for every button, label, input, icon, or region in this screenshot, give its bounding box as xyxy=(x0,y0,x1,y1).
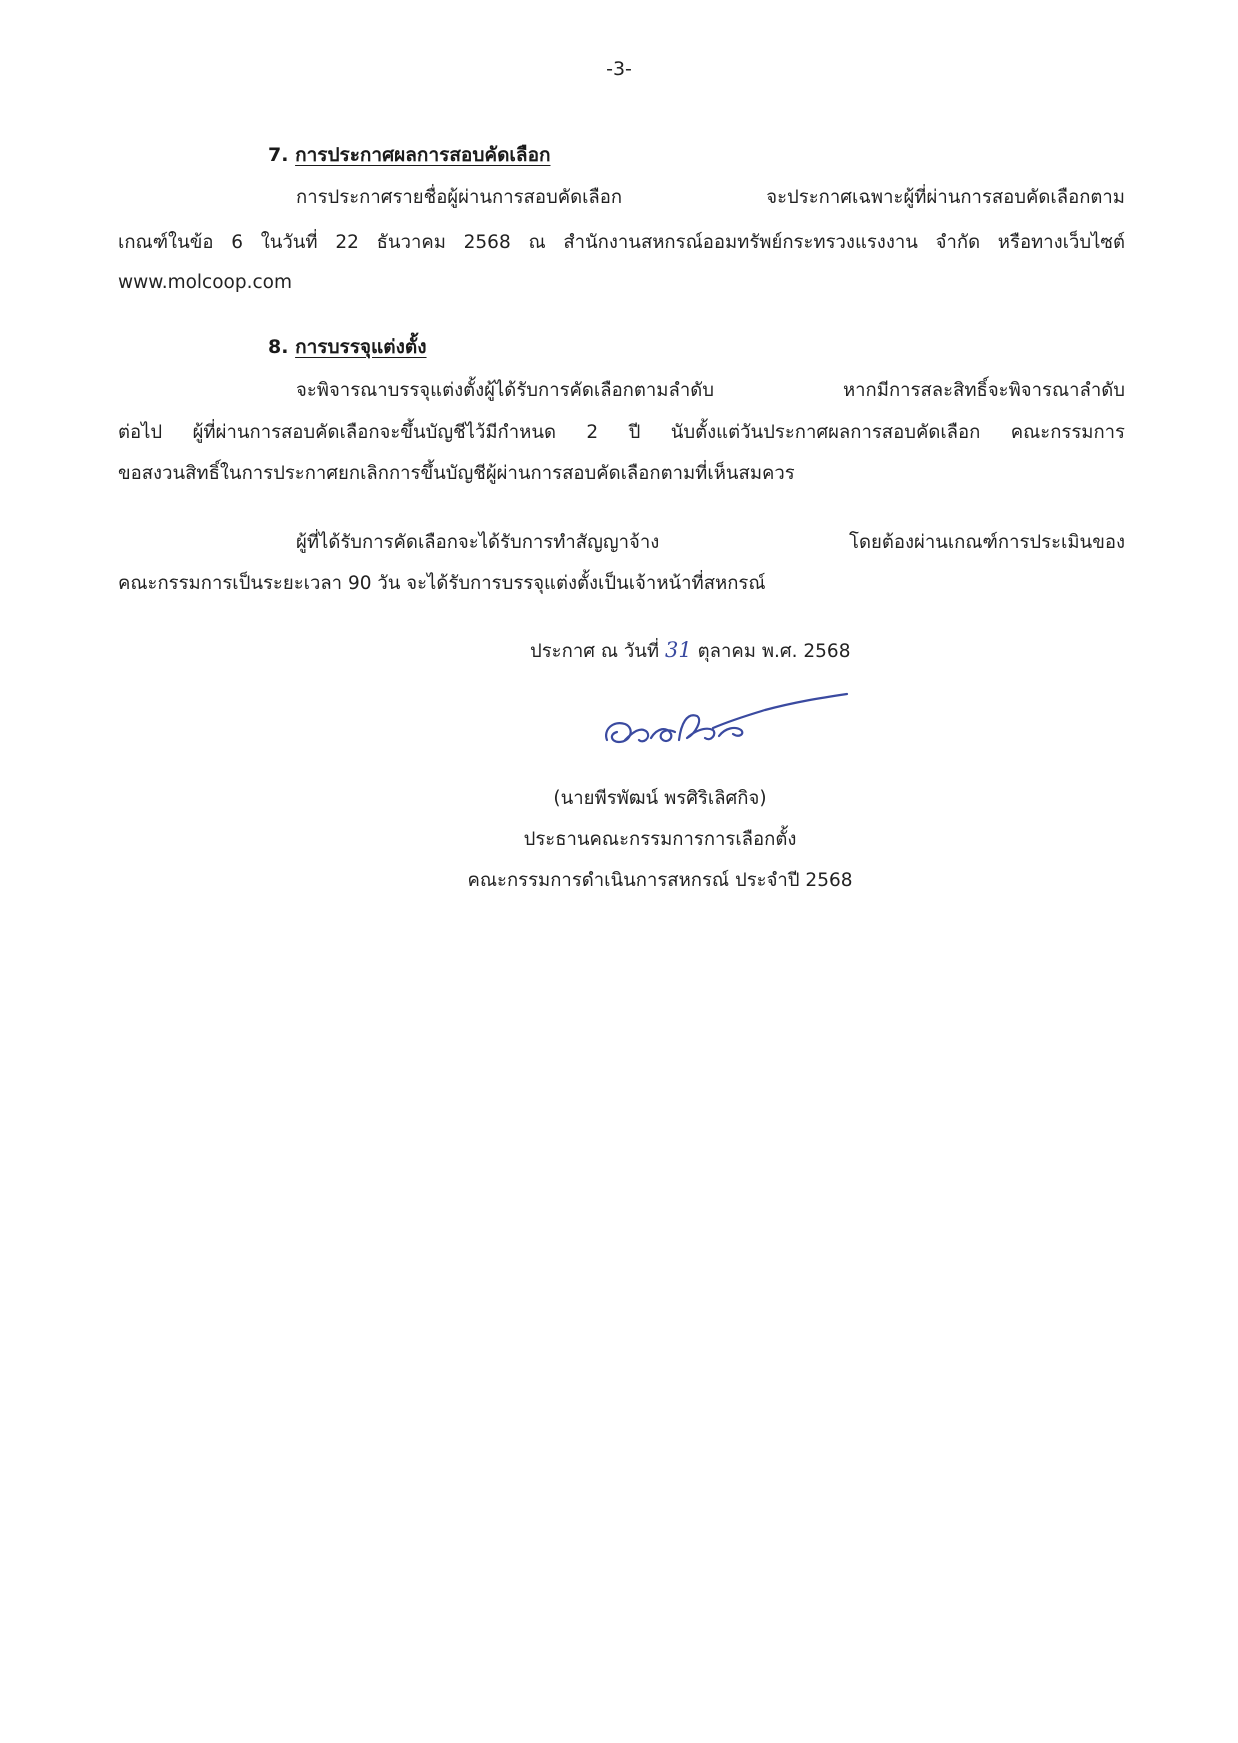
section-7-line-2: เกณฑ์ในข้อ 6 ในวันที่ 22 ธันวาคม 2568 ณ สำนักงานสหกรณ์ออมทรัพย์กระทรวงแรงงาน จำกัด หรือทางเว็บไซต์ xyxy=(118,232,1125,253)
announcement-day-handwritten: 31 xyxy=(665,638,692,662)
signature-image xyxy=(595,682,855,762)
signatory-name: (นายพีรพัฒน์ พรศิริเลิศกิจ) xyxy=(553,788,767,809)
section-7-title: การประกาศผลการสอบคัดเลือก xyxy=(295,144,551,166)
section-8-para-1-line-2: ต่อไป ผู้ที่ผ่านการสอบคัดเลือกจะขึ้นบัญชีไว้มีกำหนด 2 ปี นับตั้งแต่วันประกาศผลการสอบคัดเลือก คณะกรรมการ xyxy=(118,422,1125,443)
announcement-suffix: ตุลาคม พ.ศ. 2568 xyxy=(697,641,851,662)
section-8-title: การบรรจุแต่งตั้ง xyxy=(295,336,427,358)
section-7-number: 7. xyxy=(268,144,289,166)
section-7-website: www.molcoop.com xyxy=(118,272,292,293)
announcement-prefix: ประกาศ ณ วันที่ xyxy=(530,641,660,662)
section-8-para-2-line-1: ผู้ที่ได้รับการคัดเลือกจะได้รับการทำสัญญาจ้าง โดยต้องผ่านเกณฑ์การประเมินของ xyxy=(296,532,1125,553)
section-8-para-2-line-2: คณะกรรมการเป็นระยะเวลา 90 วัน จะได้รับการบรรจุแต่งตั้งเป็นเจ้าหน้าที่สหกรณ์ xyxy=(118,573,766,594)
signatory-position-1: ประธานคณะกรรมการการเลือกตั้ง xyxy=(523,829,797,850)
section-8-heading xyxy=(268,336,427,359)
page-number: -3- xyxy=(606,58,632,80)
section-8-number: 8. xyxy=(268,336,289,358)
section-8-para-1-line-3: ขอสงวนสิทธิ์ในการประกาศยกเลิกการขึ้นบัญชีผู้ผ่านการสอบคัดเลือกตามที่เห็นสมควร xyxy=(118,463,795,484)
section-7-line-1: การประกาศรายชื่อผู้ผ่านการสอบคัดเลือก จะประกาศเฉพาะผู้ที่ผ่านการสอบคัดเลือกตาม xyxy=(296,187,1125,208)
section-7-heading xyxy=(268,144,550,167)
section-8-para-1-line-1: จะพิจารณาบรรจุแต่งตั้งผู้ได้รับการคัดเลือกตามลำดับ หากมีการสละสิทธิ์จะพิจารณาลำดับ xyxy=(296,380,1125,401)
announcement-date xyxy=(530,638,850,663)
signatory-position-2: คณะกรรมการดำเนินการสหกรณ์ ประจำปี 2568 xyxy=(467,870,853,891)
